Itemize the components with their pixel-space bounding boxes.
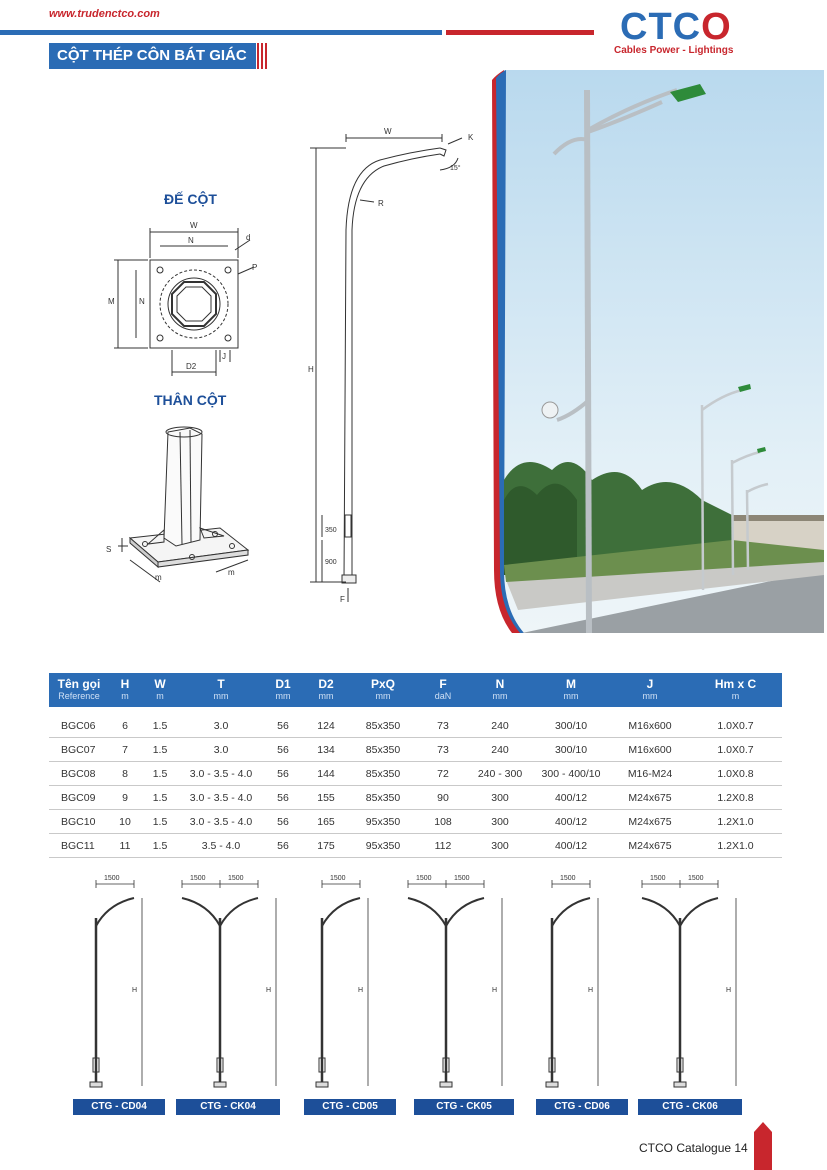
base-label: ĐẾ CỘT — [164, 191, 217, 207]
table-cell: 1.2X1.0 — [689, 810, 782, 834]
table-cell: 95x350 — [349, 810, 417, 834]
footer-tab-marker — [754, 1122, 772, 1170]
table-cell: 400/12 — [531, 810, 611, 834]
column-header-unit: daN — [434, 691, 452, 701]
variant-h-text: H — [588, 987, 594, 994]
pole-dim-w: W — [384, 127, 392, 136]
body-label: THÂN CỘT — [154, 392, 227, 408]
table-row — [49, 810, 782, 834]
table-cell: 1.5 — [141, 810, 179, 834]
logo-last: O — [701, 6, 732, 48]
table-cell: 1.2X0.8 — [689, 786, 782, 810]
table-cell: 56 — [263, 762, 303, 786]
table-cell: 90 — [417, 786, 469, 810]
column-header — [263, 673, 303, 707]
table-cell: 72 — [417, 762, 469, 786]
table-cell: 73 — [417, 714, 469, 738]
table-cell: 1.5 — [141, 762, 179, 786]
table-cell: 1.5 — [141, 714, 179, 738]
variant-dim-text: 1500 — [454, 875, 470, 882]
variant-3-drawing — [408, 880, 502, 1087]
table-cell: 300 - 400/10 — [531, 762, 611, 786]
table-cell: 1.5 — [141, 738, 179, 762]
table-row — [49, 834, 782, 858]
spec-table — [49, 673, 782, 858]
variant-dim-text: 1500 — [104, 875, 120, 882]
variant-dim-text: 1500 — [330, 875, 346, 882]
column-header-unit: mm — [563, 691, 579, 701]
pole-dim-k: K — [468, 133, 474, 142]
variant-code-label: CTG - CD04 — [73, 1099, 165, 1115]
table-cell: 134 — [303, 738, 349, 762]
variant-h-text: H — [726, 987, 732, 994]
table-cell: 240 — [469, 738, 531, 762]
pole-dim-350: 350 — [325, 527, 337, 534]
pole-base-drawing — [100, 420, 260, 600]
variant-code-label: CTG - CK06 — [638, 1099, 742, 1115]
column-header-unit: mm — [213, 691, 229, 701]
table-row — [49, 738, 782, 762]
base-dim-d: d — [246, 233, 251, 242]
column-header — [349, 673, 417, 707]
table-cell: 3.0 - 3.5 - 4.0 — [179, 762, 263, 786]
variant-code-label: CTG - CD06 — [536, 1099, 628, 1115]
variant-code-label: CTG - CK04 — [176, 1099, 280, 1115]
pole-dim-r: R — [378, 199, 384, 208]
base-dim-n2: N — [139, 297, 145, 306]
table-cell: 56 — [263, 714, 303, 738]
table-cell: 165 — [303, 810, 349, 834]
column-header-name: PxQ — [370, 677, 395, 691]
table-cell: M24x675 — [611, 834, 689, 858]
table-cell: 3.0 — [179, 714, 263, 738]
table-cell: 85x350 — [349, 714, 417, 738]
body-dim-m2: m — [228, 568, 235, 577]
table-cell: 1.0X0.7 — [689, 714, 782, 738]
column-header — [141, 673, 179, 707]
table-cell: 108 — [417, 810, 469, 834]
variant-dim-text: 1500 — [416, 875, 432, 882]
table-cell: 175 — [303, 834, 349, 858]
table-cell: 11 — [109, 834, 141, 858]
variant-2-drawing — [316, 880, 368, 1087]
table-cell: 10 — [109, 810, 141, 834]
variant-dim-text: 1500 — [650, 875, 666, 882]
column-header-name: H — [120, 677, 130, 691]
table-cell: 56 — [263, 786, 303, 810]
variant-5-drawing — [642, 880, 736, 1087]
logo-main: CTC — [620, 6, 702, 48]
table-cell: 56 — [263, 738, 303, 762]
column-header — [531, 673, 611, 707]
pole-dim-h: H — [308, 365, 314, 374]
table-row — [49, 714, 782, 738]
table-cell: 73 — [417, 738, 469, 762]
variant-h-text: H — [266, 987, 272, 994]
table-body — [49, 707, 782, 858]
column-header-name: D1 — [275, 677, 291, 691]
table-cell: 3.0 - 3.5 - 4.0 — [179, 786, 263, 810]
table-cell: 300 — [469, 810, 531, 834]
column-header — [469, 673, 531, 707]
variant-code-label: CTG - CK05 — [414, 1099, 514, 1115]
column-header — [611, 673, 689, 707]
column-header — [303, 673, 349, 707]
base-dim-m: M — [108, 297, 115, 306]
column-header-name: T — [217, 677, 225, 691]
column-header-unit: Reference — [58, 691, 100, 701]
base-plate-drawing — [100, 212, 280, 387]
variant-0-drawing — [90, 880, 142, 1087]
column-header-unit: m — [731, 691, 740, 701]
column-header — [49, 673, 109, 707]
table-cell: 112 — [417, 834, 469, 858]
column-header — [179, 673, 263, 707]
table-cell: M16x600 — [611, 738, 689, 762]
table-cell: 240 — [469, 714, 531, 738]
variant-dim-text: 1500 — [560, 875, 576, 882]
column-header-unit: mm — [318, 691, 334, 701]
pole-dim-angle: 15° — [450, 165, 461, 172]
table-cell: 300 — [469, 834, 531, 858]
table-cell: 1.5 — [141, 786, 179, 810]
table-cell: M16-M24 — [611, 762, 689, 786]
column-header-name: W — [154, 677, 166, 691]
table-cell: 8 — [109, 762, 141, 786]
base-dim-j: J — [222, 352, 226, 361]
column-header — [689, 673, 782, 707]
table-cell: 400/12 — [531, 786, 611, 810]
table-cell: 56 — [263, 810, 303, 834]
pole-elevation-drawing — [300, 120, 485, 610]
variant-code-label: CTG - CD05 — [304, 1099, 396, 1115]
table-cell: 95x350 — [349, 834, 417, 858]
page-title: CỘT THÉP CÔN BÁT GIÁC — [49, 43, 256, 69]
column-header-name: J — [646, 677, 654, 691]
table-cell: 1.5 — [141, 834, 179, 858]
pole-dim-900: 900 — [325, 559, 337, 566]
table-cell: 3.0 - 3.5 - 4.0 — [179, 810, 263, 834]
table-header-row — [49, 673, 782, 707]
table-cell: BGC06 — [49, 714, 109, 738]
table-cell: 240 - 300 — [469, 762, 531, 786]
column-header-name: D2 — [318, 677, 334, 691]
base-dim-p: P — [252, 263, 258, 272]
base-dim-d2: D2 — [186, 362, 197, 371]
column-header — [109, 673, 141, 707]
table-cell: 56 — [263, 834, 303, 858]
table-cell: BGC07 — [49, 738, 109, 762]
variant-dim-text: 1500 — [228, 875, 244, 882]
variant-h-text: H — [492, 987, 498, 994]
table-cell: BGC11 — [49, 834, 109, 858]
table-cell: M16x600 — [611, 714, 689, 738]
table-cell: 400/12 — [531, 834, 611, 858]
table-cell: 300/10 — [531, 738, 611, 762]
variant-dim-text: 1500 — [688, 875, 704, 882]
table-cell: 7 — [109, 738, 141, 762]
table-cell: 1.2X1.0 — [689, 834, 782, 858]
column-header-name: M — [566, 677, 576, 691]
table-row — [49, 786, 782, 810]
table-cell: BGC09 — [49, 786, 109, 810]
base-dim-n: N — [188, 236, 194, 245]
table-cell: 124 — [303, 714, 349, 738]
variant-dim-text: 1500 — [190, 875, 206, 882]
table-cell: 155 — [303, 786, 349, 810]
table-cell: BGC08 — [49, 762, 109, 786]
title-stripes — [257, 43, 271, 69]
column-header-name: Tên gọi — [57, 677, 101, 691]
column-header-unit: mm — [642, 691, 658, 701]
footer-text: CTCO Catalogue 14 — [639, 1141, 748, 1155]
website-url[interactable]: www.trudenctco.com — [49, 8, 160, 20]
table-cell: BGC10 — [49, 810, 109, 834]
ctco-logo — [620, 6, 732, 49]
column-header-unit: mm — [375, 691, 391, 701]
column-header-name: Hm x C — [714, 677, 757, 691]
variant-1-drawing — [182, 880, 276, 1087]
table-cell: 3.0 — [179, 738, 263, 762]
table-cell: 85x350 — [349, 762, 417, 786]
variants-drawings — [60, 868, 780, 1100]
street-lighting-photo — [492, 70, 824, 633]
column-header-unit: mm — [492, 691, 508, 701]
table-cell: M24x675 — [611, 786, 689, 810]
column-header — [417, 673, 469, 707]
base-dim-w: W — [190, 221, 198, 230]
body-dim-s: S — [106, 545, 112, 554]
column-header-name: F — [439, 677, 447, 691]
table-cell: 6 — [109, 714, 141, 738]
logo-tagline: Cables Power - Lightings — [614, 45, 734, 56]
header-bar-red — [446, 30, 594, 35]
table-cell: M24x675 — [611, 810, 689, 834]
body-dim-m1: m — [155, 573, 162, 582]
pole-dim-f: F — [340, 595, 345, 604]
table-cell: 1.0X0.7 — [689, 738, 782, 762]
header-bar-blue — [0, 30, 442, 35]
table-cell: 85x350 — [349, 738, 417, 762]
table-cell: 144 — [303, 762, 349, 786]
column-header-name: N — [495, 677, 505, 691]
variant-h-text: H — [358, 987, 364, 994]
table-row — [49, 762, 782, 786]
table-cell: 300 — [469, 786, 531, 810]
column-header-unit: m — [121, 691, 129, 701]
table-cell: 300/10 — [531, 714, 611, 738]
variant-4-drawing — [546, 880, 598, 1087]
table-cell: 9 — [109, 786, 141, 810]
table-cell: 1.0X0.8 — [689, 762, 782, 786]
column-header-unit: mm — [275, 691, 291, 701]
table-cell: 85x350 — [349, 786, 417, 810]
variant-h-text: H — [132, 987, 138, 994]
column-header-unit: m — [156, 691, 164, 701]
table-cell: 3.5 - 4.0 — [179, 834, 263, 858]
